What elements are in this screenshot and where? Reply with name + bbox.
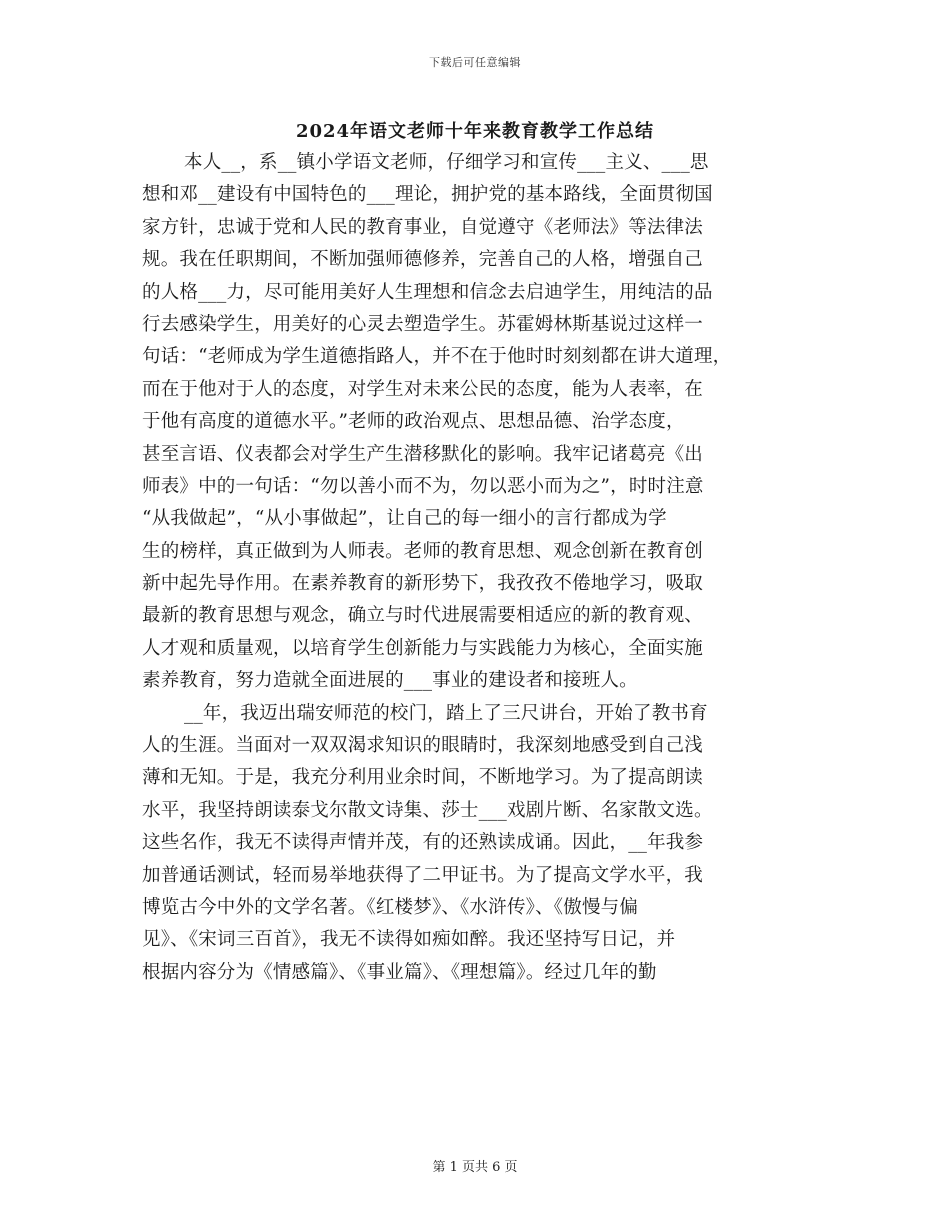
body-line: 根据内容分为《情感篇》、《事业篇》、《理想篇》。经过几年的勤 — [142, 961, 657, 983]
body-line: 规。我在任职期间，不断加强师德修养，完善自己的人格，增强自己 — [142, 249, 704, 271]
body-line: 博览古今中外的文学名著。《红楼梦》、《水浒传》、《傲慢与偏 — [142, 896, 639, 918]
body-line: 的人格___力，尽可能用美好人生理想和信念去启迪学生，用纯洁的品 — [142, 281, 713, 303]
body-line: 生的榜样，真正做到为人师表。老师的教育思想、观念创新在教育创 — [142, 540, 704, 562]
body-line: 而在于他对于人的态度，对学生对未来公民的态度，能为人表率，在 — [142, 378, 704, 400]
body-line: 行去感染学生，用美好的心灵去塑造学生。苏霍姆林斯基说过这样一 — [142, 313, 704, 335]
body-line: 这些名作，我无不读得声情并茂，有的还熟读成诵。因此，__年我参 — [142, 832, 704, 854]
body-line: 句话：“老师成为学生道德指路人，并不在于他时时刻刻都在讲大道理， — [142, 346, 732, 368]
page-header-note: 下载后可任意编辑 — [429, 56, 521, 69]
body-line: 素养教育，努力造就全面进展的___事业的建设者和接班人。 — [142, 670, 638, 692]
body-line: 本人__，系__镇小学语文老师，仔细学习和宣传___主义、___思 — [184, 152, 709, 173]
body-line: 想和邓__建设有中国特色的___理论，拥护党的基本路线，全面贯彻国 — [142, 184, 713, 206]
body-line: 家方针，忠诚于党和人民的教育事业，自觉遵守《老师法》等法律法 — [142, 216, 704, 238]
body-line: 于他有高度的道德水平。”老师的政治观点、思想品德、治学态度， — [142, 411, 685, 433]
body-line: 甚至言语、仪表都会对学生产生潜移默化的影响。我牢记诸葛亮《出 — [142, 443, 704, 465]
body-line: 最新的教育思想与观念，确立与时代进展需要相适应的新的教育观、 — [142, 605, 704, 627]
body-line: 加普通话测试，轻而易举地获得了二甲证书。为了提高文学水平，我 — [142, 864, 704, 886]
body-line: 人才观和质量观，以培育学生创新能力与实践能力为核心，全面实施 — [142, 637, 704, 659]
page-number: 第 1 页共 6 页 — [432, 1160, 518, 1175]
body-line: “从我做起”，“从小事做起”，让自己的每一细小的言行都成为学 — [142, 508, 667, 530]
body-line: 见》、《宋词三百首》，我无不读得如痴如醉。我还坚持写日记，并 — [142, 929, 676, 951]
body-line: __年，我迈出瑞安师范的校门，踏上了三尺讲台，开始了教书育 — [184, 702, 708, 724]
body-line: 新中起先导作用。在素养教育的新形势下，我孜孜不倦地学习，吸取 — [142, 573, 704, 595]
body-line: 水平，我坚持朗读泰戈尔散文诗集、莎士___戏剧片断、名家散文选。 — [142, 799, 713, 821]
body-line: 师表》中的一句话：“勿以善小而不为，勿以恶小而为之”，时时注意 — [142, 475, 704, 497]
body-line: 薄和无知。于是，我充分利用业余时间，不断地学习。为了提高朗读 — [142, 767, 704, 789]
document-body — [142, 147, 814, 989]
document-title: 2024年语文老师十年来教育教学工作总结 — [295, 121, 655, 142]
body-line: 人的生涯。当面对一双双渴求知识的眼睛时，我深刻地感受到自己浅 — [142, 735, 704, 757]
